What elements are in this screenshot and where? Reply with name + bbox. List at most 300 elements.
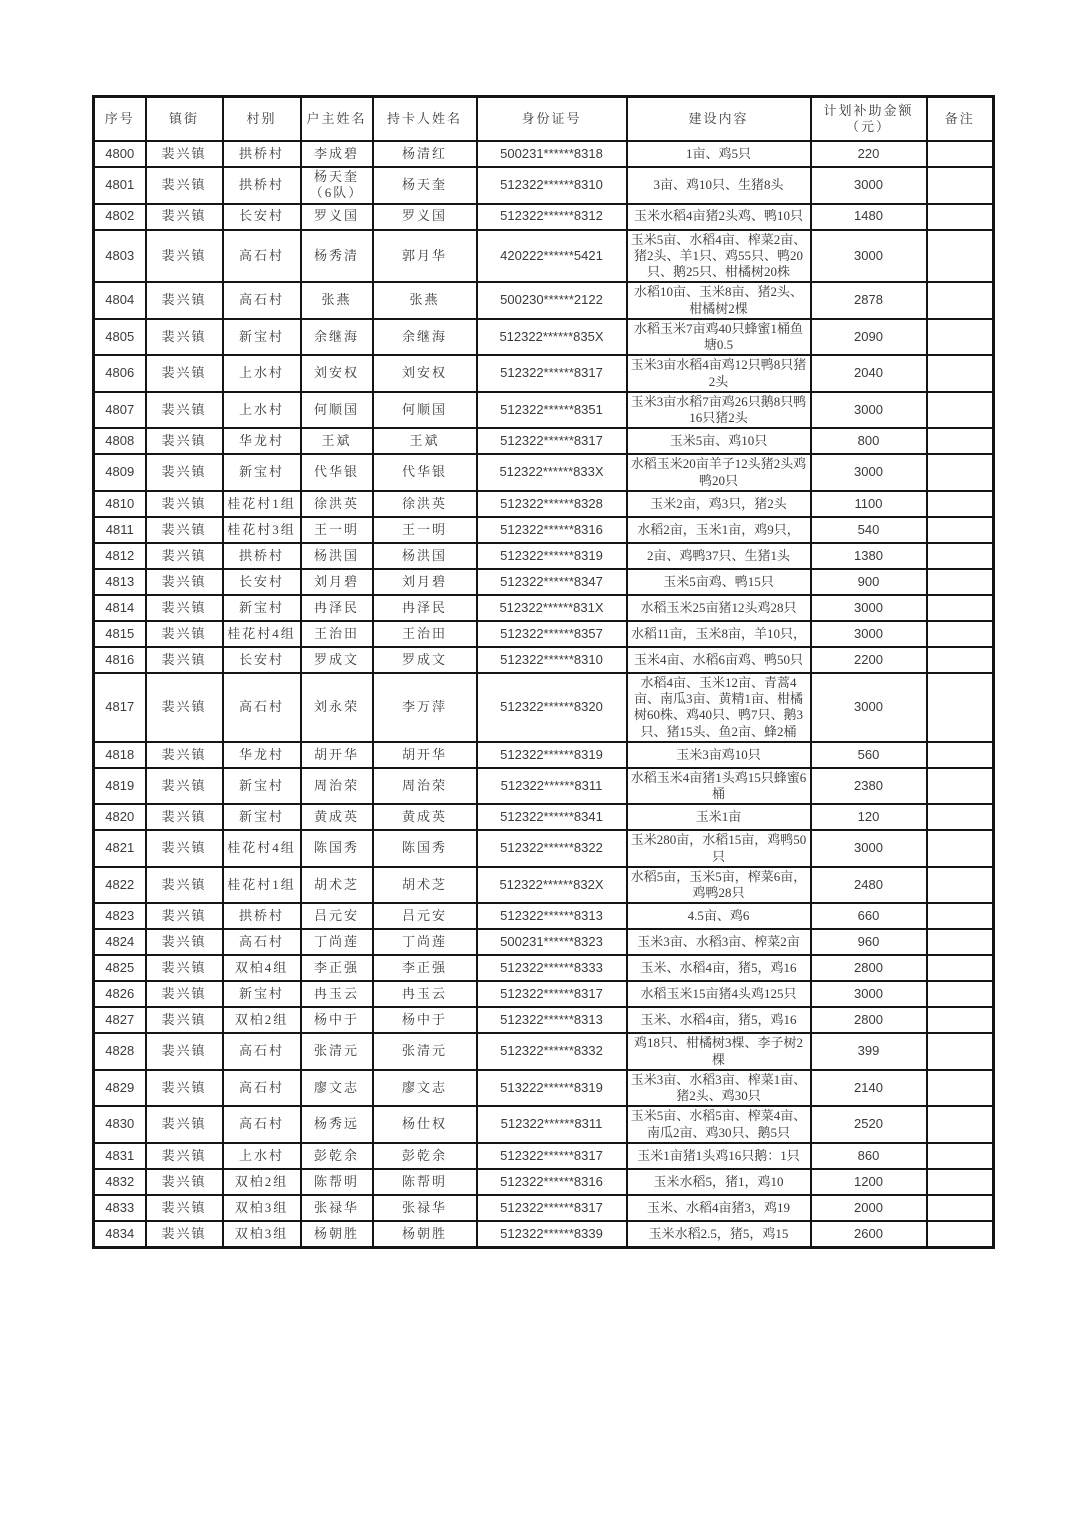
col-id-number-cell: 500231******8318 — [477, 141, 627, 167]
col-owner-name-cell: 廖文志 — [301, 1070, 373, 1107]
col-note-cell — [927, 204, 994, 230]
col-index-cell: 4821 — [94, 830, 146, 867]
col-construction-content-cell: 玉米4亩、水稻6亩鸡、鸭50只 — [627, 647, 811, 673]
col-index-cell: 4831 — [94, 1143, 146, 1169]
col-village-cell: 新宝村 — [223, 595, 301, 621]
col-owner-name-cell: 徐洪英 — [301, 491, 373, 517]
col-owner-name-cell: 胡开华 — [301, 742, 373, 768]
col-owner-name-cell: 刘安权 — [301, 355, 373, 392]
col-note-cell — [927, 454, 994, 491]
col-id-number-cell: 512322******8322 — [477, 830, 627, 867]
col-owner-name-cell: 陈国秀 — [301, 830, 373, 867]
col-village-cell: 上水村 — [223, 355, 301, 392]
col-village-cell: 拱桥村 — [223, 543, 301, 569]
col-note-cell — [927, 1007, 994, 1033]
col-id-number-cell: 512322******8328 — [477, 491, 627, 517]
col-id-number-cell: 420222******5421 — [477, 230, 627, 283]
col-id-number-cell: 512322******835X — [477, 319, 627, 356]
col-construction-content-cell: 玉米2亩，鸡3只，猪2头 — [627, 491, 811, 517]
header-col-village: 村别 — [223, 97, 301, 142]
col-owner-name-cell: 丁尚莲 — [301, 929, 373, 955]
table-row — [94, 955, 994, 981]
col-construction-content-cell: 玉米3亩、水稻3亩、榨菜1亩、猪2头、鸡30只 — [627, 1070, 811, 1107]
table-row — [94, 742, 994, 768]
col-cardholder-name-cell: 杨中于 — [373, 1007, 477, 1033]
col-owner-name-cell: 周治荣 — [301, 768, 373, 805]
col-note-cell — [927, 1143, 994, 1169]
col-index-cell: 4827 — [94, 1007, 146, 1033]
table-row — [94, 1169, 994, 1195]
col-town-cell: 裴兴镇 — [146, 141, 223, 167]
table-row — [94, 1007, 994, 1033]
col-town-cell: 裴兴镇 — [146, 673, 223, 742]
col-village-cell: 新宝村 — [223, 768, 301, 805]
col-note-cell — [927, 867, 994, 904]
table-row — [94, 981, 994, 1007]
col-note-cell — [927, 1221, 994, 1248]
col-id-number-cell: 512322******8333 — [477, 955, 627, 981]
col-town-cell: 裴兴镇 — [146, 595, 223, 621]
col-subsidy-amount-cell: 3000 — [811, 392, 927, 429]
col-id-number-cell: 513222******8319 — [477, 1070, 627, 1107]
col-village-cell: 双柏3组 — [223, 1195, 301, 1221]
col-cardholder-name-cell: 罗成文 — [373, 647, 477, 673]
col-subsidy-amount-cell: 900 — [811, 569, 927, 595]
col-note-cell — [927, 955, 994, 981]
col-cardholder-name-cell: 冉泽民 — [373, 595, 477, 621]
col-note-cell — [927, 903, 994, 929]
col-subsidy-amount-cell: 2380 — [811, 768, 927, 805]
col-owner-name-cell: 彭乾余 — [301, 1143, 373, 1169]
col-id-number-cell: 512322******8310 — [477, 647, 627, 673]
col-construction-content-cell: 玉米5亩、水稻4亩、榨菜2亩、猪2头、羊1只、鸡55只、鸭20只、鹅25只、柑橘树20株 — [627, 230, 811, 283]
col-subsidy-amount-cell: 1480 — [811, 204, 927, 230]
table-row — [94, 569, 994, 595]
col-owner-name-cell: 吕元安 — [301, 903, 373, 929]
col-owner-name-cell: 王斌 — [301, 428, 373, 454]
col-owner-name-cell: 黄成英 — [301, 804, 373, 830]
col-id-number-cell: 512322******8341 — [477, 804, 627, 830]
col-village-cell: 高石村 — [223, 1106, 301, 1143]
col-town-cell: 裴兴镇 — [146, 1070, 223, 1107]
header-col-owner-name: 户主姓名 — [301, 97, 373, 142]
table-row — [94, 454, 994, 491]
table-row — [94, 1070, 994, 1107]
table-row — [94, 1195, 994, 1221]
col-index-cell: 4809 — [94, 454, 146, 491]
table-row — [94, 1143, 994, 1169]
col-index-cell: 4830 — [94, 1106, 146, 1143]
col-cardholder-name-cell: 郭月华 — [373, 230, 477, 283]
col-id-number-cell: 512322******8313 — [477, 1007, 627, 1033]
col-construction-content-cell: 3亩、鸡10只、生猪8头 — [627, 167, 811, 204]
col-owner-name-cell: 杨朝胜 — [301, 1221, 373, 1248]
table-row — [94, 167, 994, 204]
table-row — [94, 867, 994, 904]
col-village-cell: 桂花村4组 — [223, 621, 301, 647]
col-cardholder-name-cell: 冉玉云 — [373, 981, 477, 1007]
col-note-cell — [927, 621, 994, 647]
col-id-number-cell: 512322******8320 — [477, 673, 627, 742]
col-id-number-cell: 512322******8311 — [477, 1106, 627, 1143]
col-construction-content-cell: 玉米280亩，水稻15亩，鸡鸭50只 — [627, 830, 811, 867]
col-note-cell — [927, 830, 994, 867]
col-town-cell: 裴兴镇 — [146, 1169, 223, 1195]
col-town-cell: 裴兴镇 — [146, 428, 223, 454]
col-subsidy-amount-cell: 2140 — [811, 1070, 927, 1107]
col-construction-content-cell: 水稻玉米20亩羊子12头猪2头鸡鸭20只 — [627, 454, 811, 491]
col-village-cell: 桂花村4组 — [223, 830, 301, 867]
col-village-cell: 拱桥村 — [223, 141, 301, 167]
col-id-number-cell: 500230******2122 — [477, 282, 627, 319]
col-construction-content-cell: 玉米、水稻4亩，猪5，鸡16 — [627, 1007, 811, 1033]
col-town-cell: 裴兴镇 — [146, 454, 223, 491]
col-town-cell: 裴兴镇 — [146, 204, 223, 230]
header-col-cardholder-name: 持卡人姓名 — [373, 97, 477, 142]
table-row — [94, 804, 994, 830]
col-index-cell: 4826 — [94, 981, 146, 1007]
col-subsidy-amount-cell: 3000 — [811, 673, 927, 742]
col-note-cell — [927, 355, 994, 392]
col-cardholder-name-cell: 杨天奎 — [373, 167, 477, 204]
col-construction-content-cell: 玉米3亩、水稻3亩、榨菜2亩 — [627, 929, 811, 955]
col-village-cell: 长安村 — [223, 647, 301, 673]
col-cardholder-name-cell: 张禄华 — [373, 1195, 477, 1221]
col-owner-name-cell: 冉玉云 — [301, 981, 373, 1007]
col-village-cell: 华龙村 — [223, 428, 301, 454]
col-index-cell: 4833 — [94, 1195, 146, 1221]
col-cardholder-name-cell: 徐洪英 — [373, 491, 477, 517]
col-construction-content-cell: 水稻玉米4亩猪1头鸡15只蜂蜜6桶 — [627, 768, 811, 805]
col-owner-name-cell: 张禄华 — [301, 1195, 373, 1221]
col-construction-content-cell: 4.5亩、鸡6 — [627, 903, 811, 929]
col-cardholder-name-cell: 王一明 — [373, 517, 477, 543]
col-note-cell — [927, 742, 994, 768]
col-index-cell: 4812 — [94, 543, 146, 569]
col-town-cell: 裴兴镇 — [146, 647, 223, 673]
col-town-cell: 裴兴镇 — [146, 517, 223, 543]
col-cardholder-name-cell: 吕元安 — [373, 903, 477, 929]
col-index-cell: 4825 — [94, 955, 146, 981]
col-town-cell: 裴兴镇 — [146, 1195, 223, 1221]
col-index-cell: 4818 — [94, 742, 146, 768]
col-subsidy-amount-cell: 2520 — [811, 1106, 927, 1143]
col-note-cell — [927, 167, 994, 204]
col-construction-content-cell: 水稻4亩、玉米12亩、青蒿4亩、南瓜3亩、黄精1亩、柑橘树60株、鸡40只、鸭7只、鹅3只、猪15头、鱼2亩、蜂2桶 — [627, 673, 811, 742]
col-index-cell: 4828 — [94, 1033, 146, 1070]
col-subsidy-amount-cell: 2800 — [811, 955, 927, 981]
col-subsidy-amount-cell: 2000 — [811, 1195, 927, 1221]
col-cardholder-name-cell: 陈帮明 — [373, 1169, 477, 1195]
col-note-cell — [927, 428, 994, 454]
col-index-cell: 4824 — [94, 929, 146, 955]
col-id-number-cell: 512322******8316 — [477, 517, 627, 543]
col-note-cell — [927, 1106, 994, 1143]
col-construction-content-cell: 玉米5亩、水稻5亩、榨菜4亩、南瓜2亩、鸡30只、鹅5只 — [627, 1106, 811, 1143]
col-index-cell: 4811 — [94, 517, 146, 543]
table-row — [94, 647, 994, 673]
col-cardholder-name-cell: 周治荣 — [373, 768, 477, 805]
col-town-cell: 裴兴镇 — [146, 1106, 223, 1143]
col-owner-name-cell: 杨秀远 — [301, 1106, 373, 1143]
table-row — [94, 204, 994, 230]
col-town-cell: 裴兴镇 — [146, 319, 223, 356]
table-row — [94, 319, 994, 356]
col-construction-content-cell: 1亩、鸡5只 — [627, 141, 811, 167]
table-row — [94, 830, 994, 867]
col-subsidy-amount-cell: 2878 — [811, 282, 927, 319]
col-subsidy-amount-cell: 120 — [811, 804, 927, 830]
col-id-number-cell: 512322******8317 — [477, 1195, 627, 1221]
col-owner-name-cell: 刘月碧 — [301, 569, 373, 595]
col-town-cell: 裴兴镇 — [146, 621, 223, 647]
col-index-cell: 4801 — [94, 167, 146, 204]
col-construction-content-cell: 玉米3亩鸡10只 — [627, 742, 811, 768]
col-index-cell: 4807 — [94, 392, 146, 429]
col-note-cell — [927, 1070, 994, 1107]
col-cardholder-name-cell: 陈国秀 — [373, 830, 477, 867]
col-id-number-cell: 512322******8311 — [477, 768, 627, 805]
col-note-cell — [927, 141, 994, 167]
table-row — [94, 903, 994, 929]
header-col-id-number: 身份证号 — [477, 97, 627, 142]
col-construction-content-cell: 水稻玉米25亩猪12头鸡28只 — [627, 595, 811, 621]
table-row — [94, 1106, 994, 1143]
col-note-cell — [927, 1169, 994, 1195]
col-construction-content-cell: 水稻10亩、玉米8亩、猪2头、柑橘树2棵 — [627, 282, 811, 319]
col-note-cell — [927, 282, 994, 319]
subsidy-table — [92, 95, 995, 1249]
col-id-number-cell: 512322******8312 — [477, 204, 627, 230]
col-village-cell: 桂花村3组 — [223, 517, 301, 543]
col-village-cell: 高石村 — [223, 230, 301, 283]
col-owner-name-cell: 陈帮明 — [301, 1169, 373, 1195]
col-note-cell — [927, 673, 994, 742]
table-row — [94, 1033, 994, 1070]
col-owner-name-cell: 胡术芝 — [301, 867, 373, 904]
col-id-number-cell: 500231******8323 — [477, 929, 627, 955]
col-cardholder-name-cell: 张燕 — [373, 282, 477, 319]
col-owner-name-cell: 王一明 — [301, 517, 373, 543]
col-town-cell: 裴兴镇 — [146, 392, 223, 429]
table-row — [94, 491, 994, 517]
col-town-cell: 裴兴镇 — [146, 804, 223, 830]
col-note-cell — [927, 392, 994, 429]
col-construction-content-cell: 水稻2亩，玉米1亩，鸡9只， — [627, 517, 811, 543]
col-town-cell: 裴兴镇 — [146, 1221, 223, 1248]
col-owner-name-cell: 罗成文 — [301, 647, 373, 673]
col-subsidy-amount-cell: 1380 — [811, 543, 927, 569]
col-id-number-cell: 512322******8319 — [477, 742, 627, 768]
col-cardholder-name-cell: 余继海 — [373, 319, 477, 356]
col-town-cell: 裴兴镇 — [146, 569, 223, 595]
col-construction-content-cell: 鸡18只、柑橘树3棵、李子树2棵 — [627, 1033, 811, 1070]
col-subsidy-amount-cell: 3000 — [811, 981, 927, 1007]
table-row — [94, 543, 994, 569]
col-index-cell: 4814 — [94, 595, 146, 621]
col-subsidy-amount-cell: 800 — [811, 428, 927, 454]
col-village-cell: 桂花村1组 — [223, 491, 301, 517]
col-village-cell: 新宝村 — [223, 981, 301, 1007]
col-town-cell: 裴兴镇 — [146, 955, 223, 981]
col-subsidy-amount-cell: 2600 — [811, 1221, 927, 1248]
col-cardholder-name-cell: 李正强 — [373, 955, 477, 981]
col-index-cell: 4800 — [94, 141, 146, 167]
col-subsidy-amount-cell: 560 — [811, 742, 927, 768]
table-row — [94, 768, 994, 805]
col-town-cell: 裴兴镇 — [146, 742, 223, 768]
col-village-cell: 高石村 — [223, 673, 301, 742]
col-id-number-cell: 512322******8317 — [477, 355, 627, 392]
col-index-cell: 4823 — [94, 903, 146, 929]
col-id-number-cell: 512322******8317 — [477, 1143, 627, 1169]
col-subsidy-amount-cell: 220 — [811, 141, 927, 167]
col-subsidy-amount-cell: 1200 — [811, 1169, 927, 1195]
col-id-number-cell: 512322******8316 — [477, 1169, 627, 1195]
col-index-cell: 4815 — [94, 621, 146, 647]
col-cardholder-name-cell: 刘安权 — [373, 355, 477, 392]
header-col-index: 序号 — [94, 97, 146, 142]
col-village-cell: 双柏3组 — [223, 1221, 301, 1248]
col-village-cell: 双柏2组 — [223, 1169, 301, 1195]
col-index-cell: 4804 — [94, 282, 146, 319]
col-town-cell: 裴兴镇 — [146, 543, 223, 569]
col-note-cell — [927, 319, 994, 356]
header-row — [94, 97, 994, 142]
col-subsidy-amount-cell: 2800 — [811, 1007, 927, 1033]
col-index-cell: 4806 — [94, 355, 146, 392]
col-construction-content-cell: 2亩、鸡鸭37只、生猪1头 — [627, 543, 811, 569]
col-cardholder-name-cell: 杨朝胜 — [373, 1221, 477, 1248]
col-town-cell: 裴兴镇 — [146, 768, 223, 805]
col-subsidy-amount-cell: 960 — [811, 929, 927, 955]
col-subsidy-amount-cell: 2040 — [811, 355, 927, 392]
col-construction-content-cell: 玉米水稻5，猪1，鸡10 — [627, 1169, 811, 1195]
col-village-cell: 上水村 — [223, 392, 301, 429]
col-town-cell: 裴兴镇 — [146, 230, 223, 283]
col-construction-content-cell: 玉米3亩水稻7亩鸡26只鹅8只鸭16只猪2头 — [627, 392, 811, 429]
col-subsidy-amount-cell: 3000 — [811, 621, 927, 647]
col-index-cell: 4822 — [94, 867, 146, 904]
col-subsidy-amount-cell: 660 — [811, 903, 927, 929]
col-subsidy-amount-cell: 3000 — [811, 595, 927, 621]
col-note-cell — [927, 491, 994, 517]
col-subsidy-amount-cell: 3000 — [811, 830, 927, 867]
col-index-cell: 4803 — [94, 230, 146, 283]
col-id-number-cell: 512322******8332 — [477, 1033, 627, 1070]
col-cardholder-name-cell: 何顺国 — [373, 392, 477, 429]
col-cardholder-name-cell: 刘月碧 — [373, 569, 477, 595]
col-town-cell: 裴兴镇 — [146, 1033, 223, 1070]
col-town-cell: 裴兴镇 — [146, 981, 223, 1007]
col-index-cell: 4832 — [94, 1169, 146, 1195]
col-construction-content-cell: 玉米、水稻4亩，猪5，鸡16 — [627, 955, 811, 981]
col-note-cell — [927, 1195, 994, 1221]
col-cardholder-name-cell: 杨洪国 — [373, 543, 477, 569]
col-subsidy-amount-cell: 399 — [811, 1033, 927, 1070]
col-owner-name-cell: 刘永荣 — [301, 673, 373, 742]
header-col-construction-content: 建设内容 — [627, 97, 811, 142]
col-construction-content-cell: 玉米5亩鸡、鸭15只 — [627, 569, 811, 595]
col-note-cell — [927, 768, 994, 805]
col-construction-content-cell: 水稻5亩，玉米5亩，榨菜6亩，鸡鸭28只 — [627, 867, 811, 904]
table-row — [94, 621, 994, 647]
col-id-number-cell: 512322******8347 — [477, 569, 627, 595]
col-construction-content-cell: 玉米1亩 — [627, 804, 811, 830]
col-town-cell: 裴兴镇 — [146, 903, 223, 929]
col-cardholder-name-cell: 彭乾余 — [373, 1143, 477, 1169]
col-subsidy-amount-cell: 540 — [811, 517, 927, 543]
table-row — [94, 392, 994, 429]
col-cardholder-name-cell: 张清元 — [373, 1033, 477, 1070]
col-cardholder-name-cell: 王治田 — [373, 621, 477, 647]
col-town-cell: 裴兴镇 — [146, 929, 223, 955]
col-town-cell: 裴兴镇 — [146, 830, 223, 867]
col-note-cell — [927, 1033, 994, 1070]
col-id-number-cell: 512322******8317 — [477, 428, 627, 454]
col-id-number-cell: 512322******8357 — [477, 621, 627, 647]
col-id-number-cell: 512322******8317 — [477, 981, 627, 1007]
col-index-cell: 4808 — [94, 428, 146, 454]
col-cardholder-name-cell: 廖文志 — [373, 1070, 477, 1107]
col-note-cell — [927, 929, 994, 955]
col-owner-name-cell: 代华银 — [301, 454, 373, 491]
col-id-number-cell: 512322******8351 — [477, 392, 627, 429]
col-owner-name-cell: 李成碧 — [301, 141, 373, 167]
col-cardholder-name-cell: 代华银 — [373, 454, 477, 491]
col-id-number-cell: 512322******832X — [477, 867, 627, 904]
col-note-cell — [927, 804, 994, 830]
col-town-cell: 裴兴镇 — [146, 282, 223, 319]
col-cardholder-name-cell: 杨清红 — [373, 141, 477, 167]
col-cardholder-name-cell: 李万萍 — [373, 673, 477, 742]
col-note-cell — [927, 595, 994, 621]
col-owner-name-cell: 杨洪国 — [301, 543, 373, 569]
col-owner-name-cell: 杨天奎（6队） — [301, 167, 373, 204]
col-subsidy-amount-cell: 3000 — [811, 230, 927, 283]
col-index-cell: 4820 — [94, 804, 146, 830]
col-village-cell: 双柏4组 — [223, 955, 301, 981]
col-village-cell: 高石村 — [223, 282, 301, 319]
table-row — [94, 230, 994, 283]
col-subsidy-amount-cell: 3000 — [811, 167, 927, 204]
col-note-cell — [927, 647, 994, 673]
col-owner-name-cell: 张燕 — [301, 282, 373, 319]
col-index-cell: 4829 — [94, 1070, 146, 1107]
col-village-cell: 新宝村 — [223, 804, 301, 830]
table-row — [94, 517, 994, 543]
col-construction-content-cell: 玉米3亩水稻4亩鸡12只鸭8只猪2头 — [627, 355, 811, 392]
col-cardholder-name-cell: 杨仕权 — [373, 1106, 477, 1143]
header-col-note: 备注 — [927, 97, 994, 142]
table-row — [94, 428, 994, 454]
col-note-cell — [927, 230, 994, 283]
col-note-cell — [927, 517, 994, 543]
col-cardholder-name-cell: 罗义国 — [373, 204, 477, 230]
table-row — [94, 1221, 994, 1248]
header-col-subsidy-amount: 计划补助金额（元） — [811, 97, 927, 142]
col-subsidy-amount-cell: 1100 — [811, 491, 927, 517]
col-village-cell: 新宝村 — [223, 319, 301, 356]
col-id-number-cell: 512322******8313 — [477, 903, 627, 929]
table-row — [94, 595, 994, 621]
col-index-cell: 4813 — [94, 569, 146, 595]
table-row — [94, 141, 994, 167]
col-id-number-cell: 512322******8310 — [477, 167, 627, 204]
col-index-cell: 4805 — [94, 319, 146, 356]
col-town-cell: 裴兴镇 — [146, 867, 223, 904]
col-owner-name-cell: 何顺国 — [301, 392, 373, 429]
